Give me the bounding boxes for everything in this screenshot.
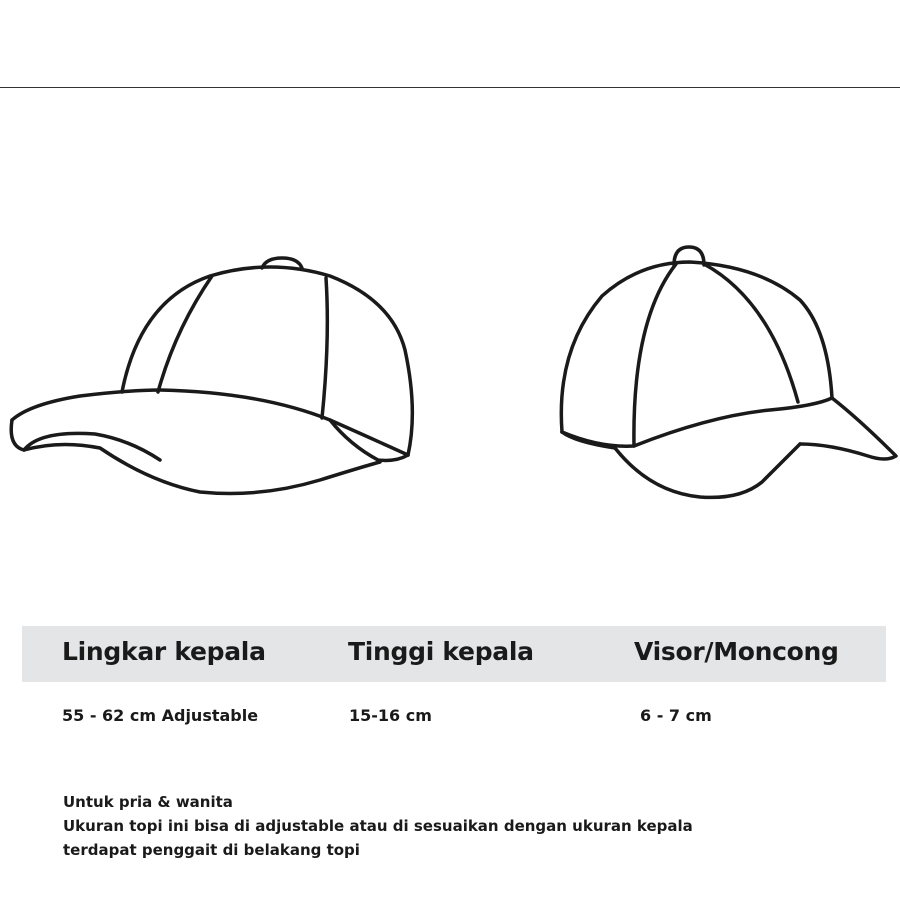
header-visor: Visor/Moncong (634, 637, 839, 666)
value-lingkar-kepala: 55 - 62 cm Adjustable (62, 706, 259, 725)
value-tinggi-kepala: 15-16 cm (349, 706, 432, 725)
cap-illustrations (0, 230, 900, 520)
header-tinggi-kepala: Tinggi kepala (348, 637, 534, 666)
note-line: Ukuran topi ini bisa di adjustable atau di sesuaikan dengan ukuran kepala (63, 817, 693, 835)
header-lingkar-kepala: Lingkar kepala (62, 637, 266, 666)
value-visor: 6 - 7 cm (640, 706, 712, 725)
cap-side-view-icon (11, 258, 412, 494)
product-notes (63, 790, 883, 862)
cap-front-view-icon (561, 247, 896, 497)
note-line: Untuk pria & wanita (63, 793, 233, 811)
note-line: terdapat penggait di belakang topi (63, 841, 360, 859)
top-divider (0, 87, 900, 88)
